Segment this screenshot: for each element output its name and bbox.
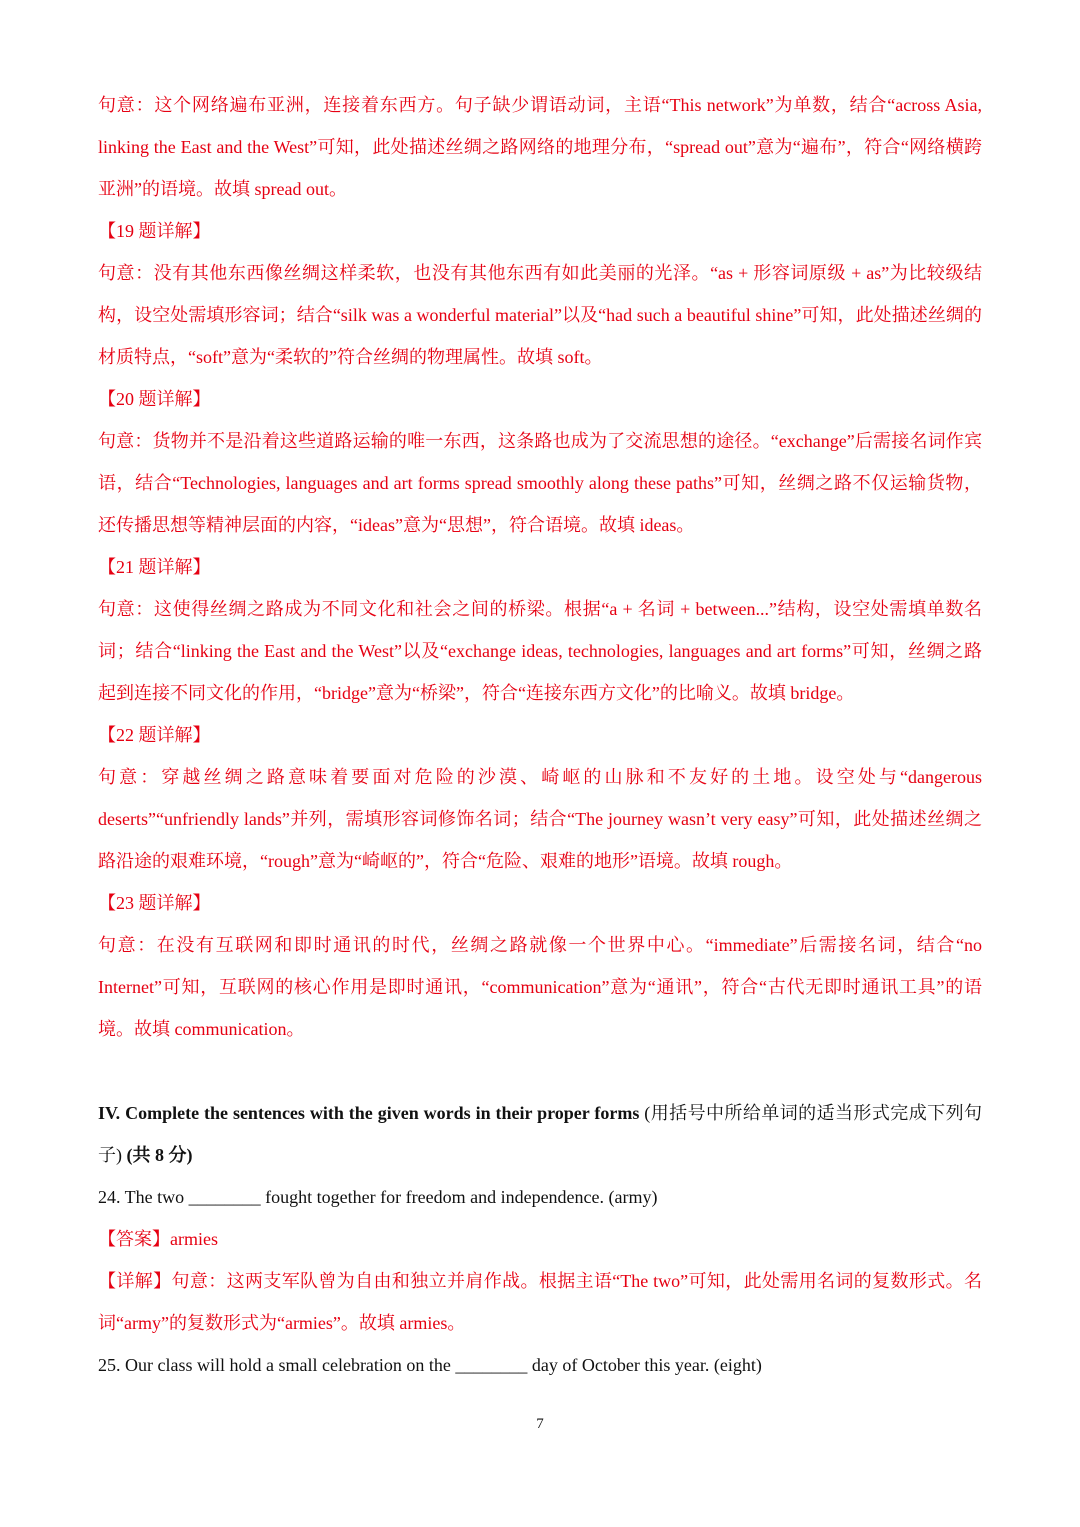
section-points-pre: (共 — [122, 1145, 155, 1165]
explanation-20-heading: 【20 题详解】 — [98, 389, 211, 409]
question-24-stem: 24. The two ________ fought together for freedom and independence. (army) — [98, 1187, 658, 1207]
section-title-chinese: (用括号中所给单词的适当形式完成下列句子) — [98, 1103, 982, 1165]
section-points-number: 8 — [155, 1145, 164, 1165]
section-spacer — [98, 1050, 982, 1092]
answer-value: armies — [170, 1229, 218, 1249]
detail-text: 句意：这两支军队曾为自由和独立并肩作战。根据主语“The two”可知，此处需用名词的复数形式。名词“army”的复数形式为“armies”。故填 armies。 — [98, 1271, 983, 1333]
explanation-23-heading: 【23 题详解】 — [98, 893, 211, 913]
explanation-22-text: 句意：穿越丝绸之路意味着要面对危险的沙漠、崎岖的山脉和不友好的土地。设空处与“dangerous deserts”“unfriendly lands”并列，需填形容词修饰名词；结合“The journey wasn’t very easy”可知，此处描述丝绸之路沿途的艰难环境，“rough”意为“崎岖的”，符合“危险、艰难的地形”语境。故填 rough。 — [98, 767, 982, 871]
question-24-detail — [98, 1260, 982, 1344]
explanation-22-heading: 【22 题详解】 — [98, 725, 211, 745]
section-title-english: IV. Complete the sentences with the given words in their proper forms — [98, 1103, 640, 1123]
detail-tag: 【详解】 — [98, 1271, 172, 1291]
explanation-19-text: 句意：没有其他东西像丝绸这样柔软，也没有其他东西有如此美丽的光泽。“as + 形容词原级 + as”为比较级结构，设空处需填形容词；结合“silk was a wonderful material”以及“had such a beautiful shine”可知，此处描述丝绸的材质特点，“soft”意为“柔软的”符合丝绸的物理属性。故填 soft。 — [98, 263, 982, 367]
section-title — [98, 1092, 982, 1176]
answer-tag: 【答案】 — [98, 1229, 170, 1249]
question-25-stem: 25. Our class will hold a small celebration on the ________ day of October this year. (eight) — [98, 1355, 762, 1375]
explanation-20-text: 句意：货物并不是沿着这些道路运输的唯一东西，这条路也成为了交流思想的途径。“exchange”后需接名词作宾语，结合“Technologies, languages and art forms spread smoothly along these paths”可知，丝绸之路不仅运输货物，还传播思想等精神层面的内容，“ideas”意为“思想”，符合语境。故填 ideas。 — [98, 431, 982, 535]
question-24-answer — [98, 1218, 982, 1260]
section-points-post: 分) — [164, 1145, 193, 1165]
explanation-21-heading: 【21 题详解】 — [98, 557, 211, 577]
explanation-19-heading: 【19 题详解】 — [98, 221, 211, 241]
explanation-23-text: 句意：在没有互联网和即时通讯的时代，丝绸之路就像一个世界中心。“immediate”后需接名词，结合“no Internet”可知，互联网的核心作用是即时通讯，“communication”意为“通讯”，符合“古代无即时通讯工具”的语境。故填 communication。 — [98, 935, 982, 1039]
explanation-21-text: 句意：这使得丝绸之路成为不同文化和社会之间的桥梁。根据“a + 名词 + between...”结构，设空处需填单数名词；结合“linking the East and the West”以及“exchange ideas, technologies, languages and art forms”可知，丝绸之路起到连接不同文化的作用，“bridge”意为“桥梁”，符合“连接东西方文化”的比喻义。故填 bridge。 — [98, 599, 982, 703]
page-content — [98, 84, 982, 1386]
page-number: 7 — [536, 1416, 544, 1432]
explanation-18-text: 句意：这个网络遍布亚洲，连接着东西方。句子缺少谓语动词，主语“This network”为单数，结合“across Asia, linking the East and the West”可知，此处描述丝绸之路网络的地理分布，“spread out”意为“遍布”，符合“网络横跨亚洲”的语境。故填 spread out。 — [98, 95, 982, 199]
